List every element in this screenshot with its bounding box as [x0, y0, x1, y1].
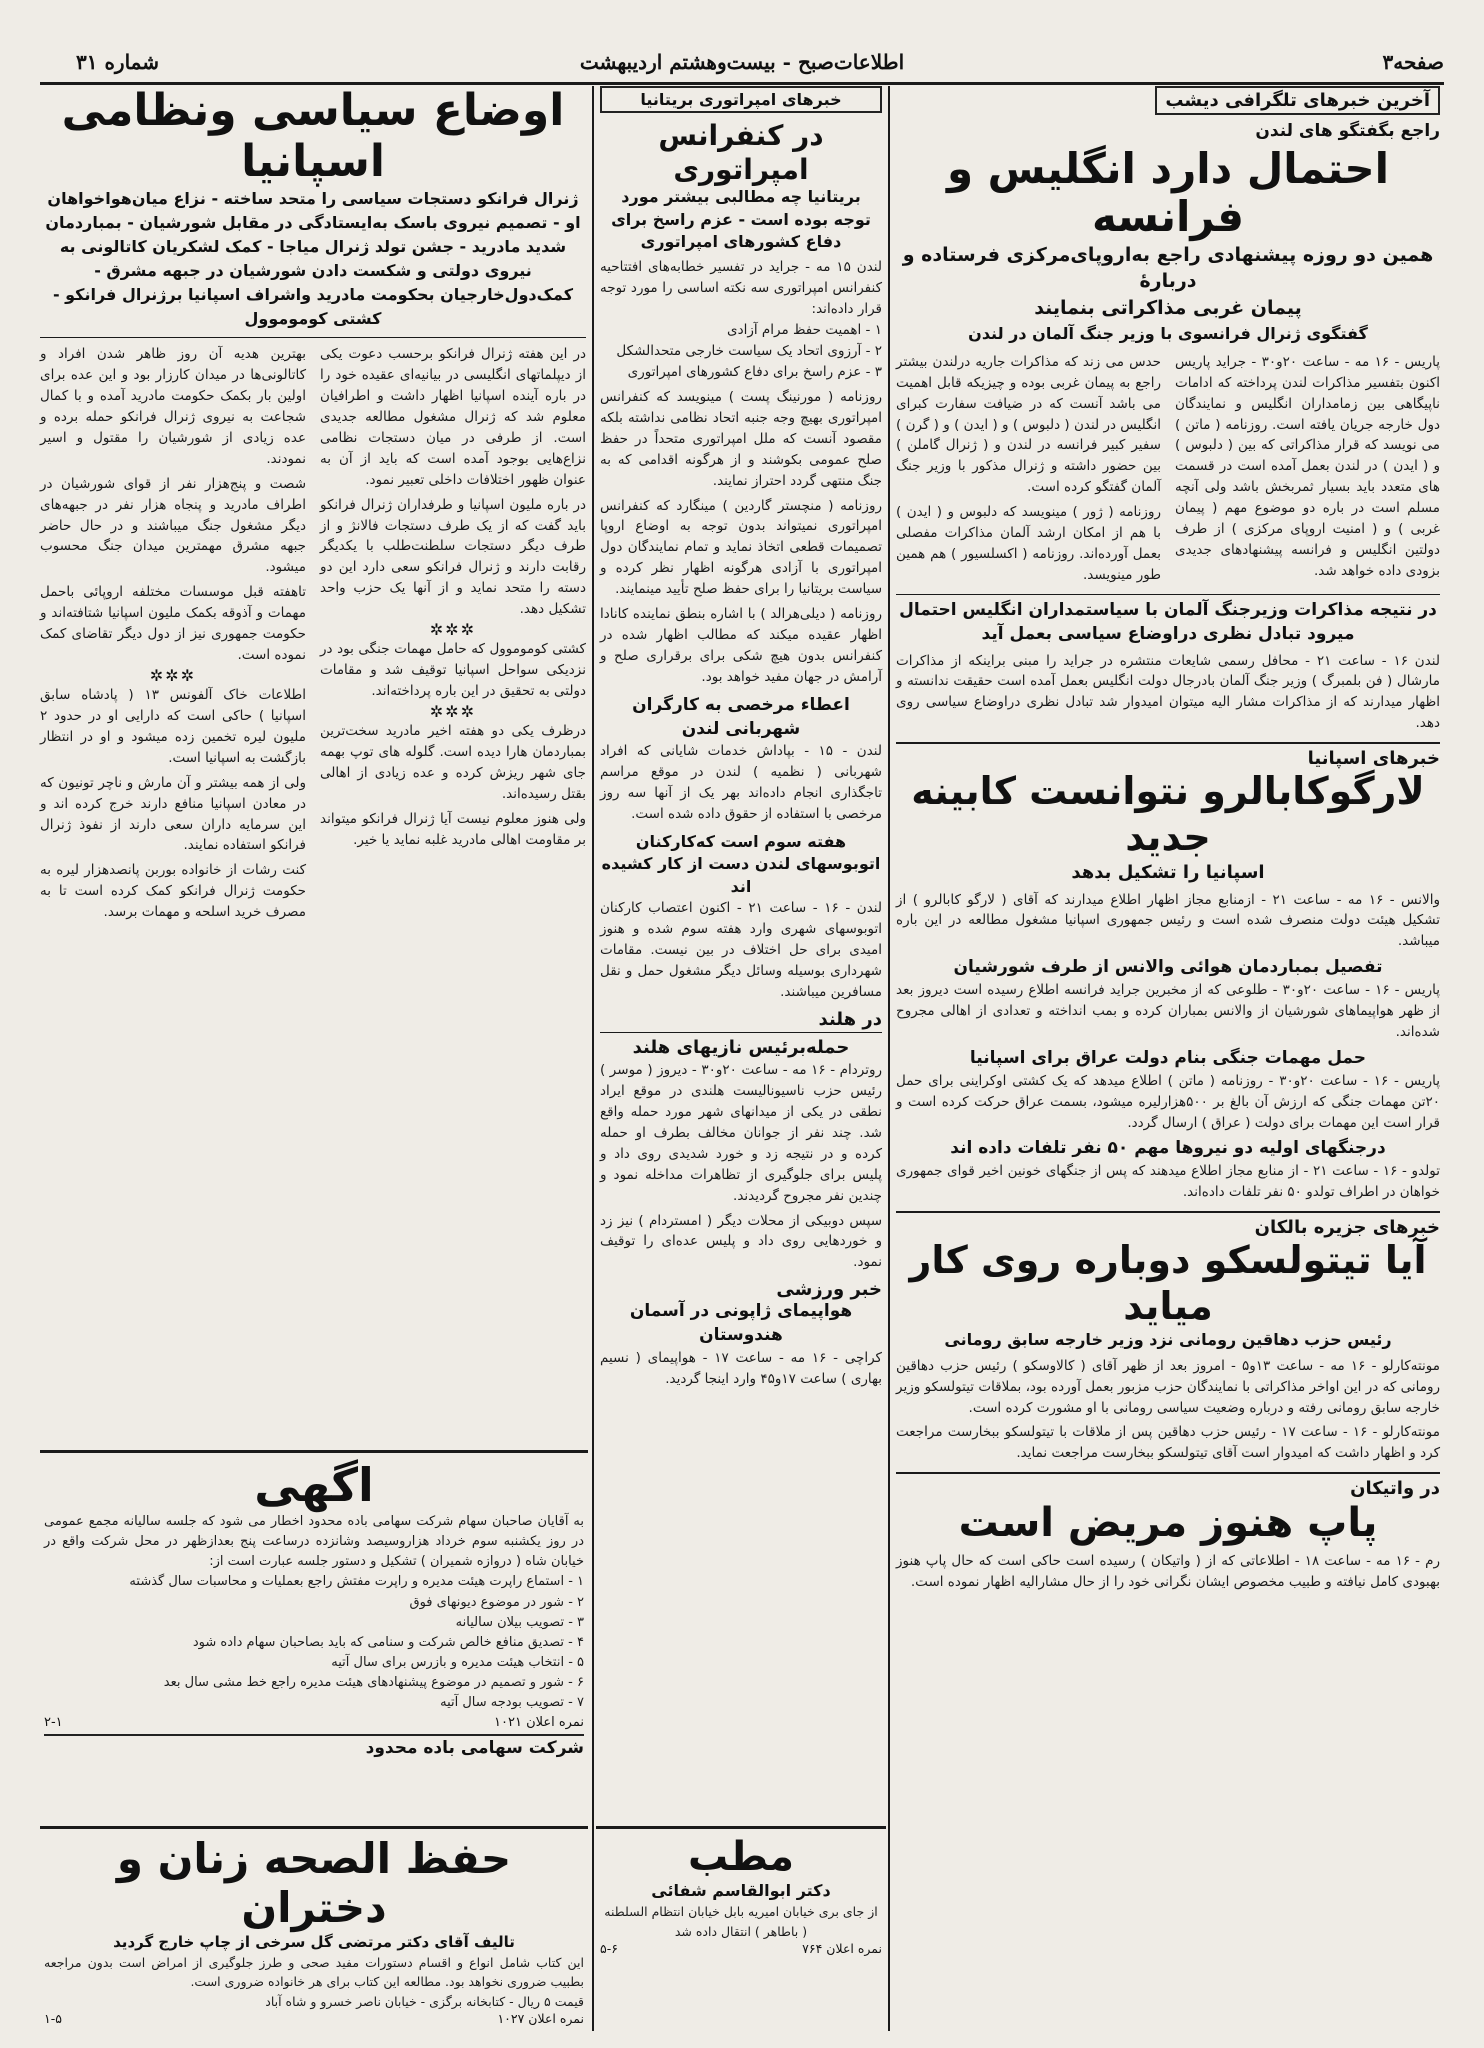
vatican-headline: پاپ هنوز مریض است: [958, 1500, 1378, 1547]
paragraph: روتردام - ۱۶ مه - ساعت ۲۰و۳۰ - دیروز ( موسر ) رئیس حزب ناسیونالیست هلندی در موقع ایراد نطقی در یکی از میدانهای شهر مورد حمله واقع شد. چند نفر از جوانان مخالف بطرف او حمله کرده و در نتیجه زد و خورد شدیدی روی داد و پلیس برای جلوگیری از تظاهرات مداخله نمود و چندین نفر مجروح گردیدند.: [600, 1062, 882, 1204]
star-divider: ✲✲✲: [149, 666, 197, 686]
spain-situation-deck: ژنرال فرانکو دستجات سیاسی را متحد ساخته - نزاع میان‌هواخواهان او - تصمیم نیروی باسک به‌ایستادگی در مقابل شورشیان - بمباردمان شدید مادرید - جشن تولد ژنرال میاجا - کمک لشکریان کاتالونی به نیروی دولتی و شکست دادن شورشیان در جبهه مشرق - کمک‌دول‌خارجیان بحکومت مادرید واشراف اسپانیا برژنرال فرانکو - کشتی کوموموول: [45, 189, 581, 329]
paragraph: مونته‌کارلو - ۱۶ - ساعت ۱۷ - رئیس حزب دهاقین پس از ملاقات با تیتولسکو ببخارست مراجعت کرد و اظهار داشت که امیدوار است آقای تیتولسکو ببخارست مراجعت نماید.: [896, 1424, 1440, 1462]
spain-headline: لارگوکابالرو نتوانست کابینه جدید: [911, 769, 1425, 859]
paragraph: پاریس - ۱۶ مه - ساعت ۲۰و۳۰ - جراید پاریس اکنون بتفسیر مذاکرات لندن پرداخته که ادامات ناپیگاهی بین زمامداران انگلیس و نمایندگان دول خارجه جریان یافته است. روزنامه ( ماتن ) می نویسد که قرار مذاکراتی که بین ( دلبوس ) و ( ایدن ) در لندن بعمل آمده است در قسمت های متعدد باید بسیار ثمربخش باشد ولی آنچه مسلم است در باره دو موضوع مهم ( پیمان غربی ) و ( امنیت اروپای مرکزی ) از طرف دولتین انگلیس و فرانسه پیشنهادهای جدیدی بزودی داده خواهد شد.: [1175, 353, 1441, 579]
separator: [600, 1032, 882, 1033]
paragraph: پاریس - ۱۶ - ساعت ۲۰و۳۰ - روزنامه ( ماتن ) اطلاع میدهد که یک کشتی اوکراینی برای حمل ۲۰تن مهمات جنگی که ارزش آن بالغ بر ۵۰۰هزارلیره میشود، بسمت عراق حرکت کرده است و قرار است این مهمات برای دولت ( عراق ) ارسال گردد.: [896, 1072, 1441, 1131]
clinic-refs: [600, 1941, 882, 1956]
subhead-japanese-plane: هواپیمای ژاپونی در آسمان هندوستان: [629, 1301, 853, 1346]
separator: [896, 742, 1440, 744]
paragraph: تولدو - ۱۶ - ساعت ۲۱ - از منابع مجاز اطلاع میدهند که پس از جنگهای خونین اخیر قوای جمهوری خواهان در اطراف تولدو ۵۰ نفر تلفات داده‌اند.: [896, 1163, 1440, 1201]
subhead-toledo: درجنگهای اولیه دو نیروها مهم ۵۰ نفر تلفات داده اند: [950, 1138, 1386, 1159]
star-divider: ✲✲✲: [429, 701, 477, 721]
holland-section-label: در هلند: [818, 1008, 882, 1030]
left-column: [40, 86, 586, 923]
empire-label-box: [600, 86, 882, 113]
column-divider-right: [888, 86, 890, 2031]
star-divider: ✲✲✲: [429, 620, 477, 640]
shareholder-notice: [44, 1458, 584, 1758]
subhead-police-leave: اعطاء مرخصی به کارگران شهربانی لندن: [632, 694, 850, 739]
book-author: تالیف آقای دکتر مرتضی گل سرخی از چاپ خارج گردید: [113, 1933, 515, 1951]
notice-title: اگهی: [254, 1458, 374, 1512]
paragraph: حدس می زند که مذاکرات جاریه درلندن بیشتر راجع به پیمان غربی بوده و چیزیکه قابل اهمیت می باشد آنست که در ضیافت سفارت کبرای انگلیس در لندن ( دلبوس ) و ( ایدن ) و ( گرن ) سفیر کبیر فرانسه در لندن و ( ژنرال گاملن ) بین حضور داشته و ژنرال مذکور با وزیر جنگ آلمان گفتگو کرده است.: [896, 353, 1161, 496]
book-refs: [44, 2011, 584, 2026]
vatican-section-label: در واتیکان: [1350, 1478, 1440, 1500]
notice-refs: [44, 1715, 584, 1730]
notice-item: ۳ - تصویب بیلان سالیانه: [455, 1614, 584, 1630]
notice-ref-2: ۲-۱: [44, 1715, 63, 1731]
subhead-general-talk: گفتگوی ژنرال فرانسوی با وزیر جنگ آلمان در لندن: [968, 324, 1368, 344]
paragraph: رم - ۱۶ مه - ساعت ۱۸ - اطلاعاتی که از ( واتیکان ) رسیده است حاکی است که حال پاپ هنوز بهبودی کامل نیافته و طبیب مخصوص ایشان نگرانی خود را از حال مشارالیه اظهار نموده است.: [896, 1553, 1440, 1591]
notice-ref: نمره اعلان ۱۰۲۱: [494, 1715, 584, 1731]
london-kicker: راجع بگفتگو های لندن: [1255, 121, 1440, 141]
separator: [896, 1211, 1440, 1213]
paragraph: والانس - ۱۶ مه - ساعت ۲۱ - ازمنابع مجاز اظهار اطلاع میدارند که آقای ( لارگو کابالرو ) از تشکیل هیئت دولت منصرف شده است و رئیس جمهوری اسپانیا مشغول مطالعه در این باره میباشد.: [896, 891, 1440, 950]
balkan-headline: آیا تیتولسکو دوباره روی کار میاید: [909, 1238, 1427, 1328]
clinic-address: از جای بری خیابان امیریه بابل خیابان انتظام السلطنه ( باطاهر ) انتقال داده شد: [604, 1904, 878, 1939]
separator: [40, 1450, 588, 1453]
paragraph: کشتی کوموموول که حامل مهمات جنگی بود در نزدیکی سواحل اسپانیا توقیف شد و مقامات دولتی به تحقیق در این باره پرداخته‌اند.: [320, 641, 586, 700]
spain-section-label: خبرهای اسپانیا: [1307, 748, 1440, 770]
paragraph: سپس دوبیکی از محلات دیگر ( امستردام ) نیز زد و خورد‌هایی روی داد و پلیس عده‌ای را توقیف نمود.: [600, 1212, 882, 1271]
book-price: قیمت ۵ ریال - کتابخانه برگزی - خیابان ناصر خسرو و شاه آباد: [265, 1993, 584, 2009]
paragraph: کراچی - ۱۶ مه - ساعت ۱۷ - هواپیمای ( نسیم بهاری ) ساعت ۱۷و۴۵ وارد اینجا گردید.: [600, 1349, 882, 1387]
clinic-ref-2: ۵-۶: [600, 1941, 618, 1957]
notice-item: ۷ - تصویب بودجه سال آتیه: [440, 1695, 584, 1711]
paragraph: لندن - ۱۶ - ساعت ۲۱ - اکنون اعتصاب کارکنان اتوبوسهای شهری وارد هفته سوم شده و هنوز امیدی برای حل اختلاف در بین نیست. مقامات شهرداری بوسیله وسائل دیگر مشغول حمل و نقل مسافرین میباشند.: [600, 900, 882, 1000]
paragraph: شصت و پنج‌هزار نفر از قوای شورشیان در اطراف مادرید و پنجاه هزار نفر در جبهه‌های دیگر مشغول جنگ میباشند و در حال حاضر جبهه مشرق مهمترین میدان جنگ محسوب میشود.: [40, 475, 306, 576]
right-column: [896, 86, 1440, 1593]
book-advertisement: [44, 1834, 584, 2026]
paragraph: اطلاعات خاک آلفونس ۱۳ ( پادشاه سابق اسپانیا ) حاکی است که دارایی او در حدود ۲ ملیون لیره تخمین زده میشود و او در انتظار بازگشت به اسپانیا است.: [40, 687, 306, 766]
middle-column: [600, 86, 882, 1390]
subhead-nazi-attack: حمله‌برئیس نازیهای هلند: [632, 1036, 850, 1058]
subhead-bus-strike: هفته سوم است که‌کارکنان اتوبوسهای لندن دست از کار کشیده اند: [601, 832, 881, 896]
book-title: حفظ الصحه زنان و دختران: [116, 1834, 512, 1932]
balkan-section-label: خبرهای جزیره بالکان: [1254, 1217, 1440, 1239]
notice-item: ۱ - استماع راپرت هیئت مدیره و راپرت مفتش راجع بعملیات و محاسبات سال گذشته: [129, 1574, 584, 1590]
empire-label: خبرهای امپراتوری بریتانیا: [640, 90, 842, 109]
telegraph-label: آخرین خبرهای تلگرافی دیشب: [1165, 90, 1430, 111]
main-deck-2: پیمان غربی مذاکراتی بنمایند: [1034, 296, 1302, 319]
paragraph: تاهفته قبل موسسات مختلفه اروپائی باحمل مهمات و آذوقه بکمک ملیون اسپانیا شتافته‌اند و حکومت جمهوری نیز از دول دیگر تقاضای کمک نموده است.: [40, 584, 306, 664]
article-london-columns: [896, 352, 1440, 586]
clinic-title: مطب: [687, 1834, 795, 1880]
separator: [40, 1826, 588, 1829]
separator: [40, 337, 586, 338]
paragraph: ولی هنوز معلوم نیست آیا ژنرال فرانکو میتواند بر مقاومت اهالی مادرید غلبه نماید یا خیر.: [320, 810, 586, 848]
paragraph: لندن ۱۵ مه - جراید در تفسیر خطابه‌های افتتاحیه کنفرانس امپراتوری سه نکته اساسی را مورد توجه قرار داده‌اند:: [600, 259, 882, 318]
sports-section-label: خبر ورزشی: [776, 1279, 882, 1301]
masthead-title: اطلاعات‌صبح - بیست‌وهشتم اردیبهشت: [579, 50, 905, 74]
spain-deck: اسپانیا را تشکیل بدهد: [1071, 862, 1265, 884]
separator: [596, 1826, 886, 1829]
main-headline: احتمال دارد انگلیس و فرانسه: [946, 144, 1390, 242]
paragraph: پاریس - ۱۶ - ساعت ۲۰و۳۰ - طلوعی که از مخبرین جراید فرانسه اطلاع رسیده است دیروز بعد از ظهر هواپیماهای شورشیان از والانس بمباران کرده و بمب انداخته و تعدادی از اهالی مجروح شده‌اند.: [896, 982, 1440, 1040]
book-ref-2: ۱-۵: [44, 2011, 62, 2027]
paragraph: روزنامه ( مورنینگ پست ) مینویسد که کنفرانس امپراتوری بهیچ وجه جنبه اتحاد نظامی نداشته بلکه مقصود آنست که ملل امپراتوری متحداً در حفظ صلح عمومی بکوشند و از هرگونه اقدامی که به جنگ منتهی گردد احتراز نمایند.: [600, 388, 882, 489]
spain-article-columns: [40, 344, 586, 923]
subhead-german-minister: در نتیجه مذاکرات وزیرجنگ آلمان با سیاستمداران انگلیس احتمال میرود تبادل نظری دراوضاع سیاسی بعمل آید: [899, 599, 1437, 644]
clinic-doctor: دکتر ابوالقاسم شفائی: [651, 1881, 831, 1900]
paragraph: لندن - ۱۵ - بپاداش خدمات شایانی که افراد شهربانی ( نظمیه ) لندن در موقع مراسم تاجگذاری انجام داده‌اند بهر یک از آنها سه روز مرخصی با استفاده از حقوق داده شده است.: [600, 743, 882, 823]
notice-item: ۴ - تصدیق منافع خالص شرکت و سنامی که باید بصاحبان سهام داده شود: [192, 1634, 584, 1650]
subhead-valencia-bombing: تفصیل بمباردمان هوائی والانس از طرف شورشیان: [953, 957, 1383, 978]
separator: [896, 594, 1440, 595]
paragraph: روزنامه ( دیلی‌هرالد ) با اشاره بنطق نماینده کانادا اظهار عقیده میکند که مطالب اظهار شده در کنفرانس بدون هیچ شکی برای برقراری صلح و آرامش در جهان مفید خواهد بود.: [600, 606, 882, 685]
notice-intro: به آقایان صاحبان سهام شرکت سهامی باده محدود اخطار می شود که جلسه سالیانه مجمع عمومی در روز یکشنبه سوم خرداد هزاروسیصد وشانزده درساعت پنج بعدازظهر در محل شرکت واقع در خیابان شاه ( دروازه شمیران ) تشکیل و دستور جلسه عبارت است از:: [44, 1514, 584, 1570]
column-divider-middle: [592, 86, 594, 2031]
paragraph: ولی از همه بیشتر و آن مارش و ناچر تونیون که در معادن اسپانیا منافع دارند خرج کرده اند و این سرمایه داران سعی دارند از نفوذ ژنرال فرانکو استفاده نمایند.: [40, 774, 306, 854]
balkan-deck: رئیس حزب دهاقین رومانی نزد وزیر خارجه سابق رومانی: [944, 1330, 1392, 1350]
list-item: ۱ - اهمیت حفظ مرام آزادی: [727, 322, 882, 339]
paragraph: در این هفته ژنرال فرانکو برحسب دعوت یکی از دیپلماتهای انگلیسی در بیانیه‌ای عقیده خود را در باره آینده اسپانیا اظهار داشت و اطرافیان معلوم شد که ژنرال مشغول مطالعه جدیدی است. از طرفی در میان دستجات نظامی نزاع‌هایی بوجود آمده است که باید از آن به عنوان ظهور اختلافات داخلی تعبیر نمود.: [320, 346, 586, 488]
paragraph: مونته‌کارلو - ۱۶ مه - ساعت ۱۳و۵ - امروز بعد از ظهر آقای ( کالاوسکو ) رئیس حزب دهاقین رومانی که در این اواخر مذاکراتی با نمایندگان حزب مزبور بعمل آورده بود، بملاقات تیتولسکو وزیر خارجه سابق رومانی رفته و درباره وضعیت سیاسی رومانی با او مشورت کرده است.: [896, 1357, 1440, 1416]
paragraph: کنت رشات از خانواده بوربن پانصدهزار لیره به حکومت ژنرال فرانکو کمک کرده است تا به مصرف خرید اسلحه و مهمات برسد.: [40, 862, 306, 921]
paragraph: درظرف یکی دو هفته اخیر مادرید سخت‌ترین بمباردمان هارا دیده است. گلوله های توپ بهمه جای شهر ریزش کرده و عده زیادی از اهالی بقتل رسیده‌اند.: [320, 722, 586, 802]
notice-company-row: [44, 1734, 584, 1758]
paragraph: روزنامه ( ژور ) مینویسد که دلبوس و ( ایدن ) با هم از امکان ارشد آلمان مذاکرات مفصلی بعمل آورده‌اند. روزنامه ( اکسلسیور ) هم همین طور مینویسد.: [896, 504, 1161, 583]
notice-item: ۶ - شور و تصمیم در موضوع پیشنهادهای هیئت مدیره راجع خط مشی سال بعد: [163, 1675, 584, 1691]
book-ref: نمره اعلان ۱۰۲۷: [497, 2011, 584, 2027]
paragraph: روزنامه ( منچستر گاردین ) مینگارد که کنفرانس امپراتوری نمیتواند بدون توجه به اوضاع اروپا تصمیمات قطعی اتخاذ نماید و تمام نمایندگان دول امپراتوری با آزادی هرگونه اظهار نظر کرده و سیاست بریتانیا را برای حفظ صلح تأیید مینمایند.: [600, 497, 882, 598]
notice-item: ۲ - شور در موضوع دیونهای فوق: [409, 1594, 584, 1610]
page-number: صفحه۳: [1382, 50, 1444, 74]
clinic-advertisement: [600, 1834, 882, 1956]
conference-headline: در کنفرانس امپراتوری: [658, 119, 824, 186]
telegraph-label-box: [1155, 86, 1440, 115]
list-item: ۲ - آرزوی اتحاد یک سیاست خارجی متحدالشکل: [616, 343, 882, 360]
paragraph: لندن ۱۶ - ساعت ۲۱ - محافل رسمی شایعات منتشره در جراید را مبنی براینکه از مذاکرات مارشال ( فن بلمبرگ ) وزیر جنگ آلمان بادرجال دولت انگلیس بعمل آمده است حقیقت ندانسته و اظهار میدارند که از مذاکرات مشار الیه میتوان امیدوار شد تبادل نظری دراوضاع سیاسی روی دهد.: [896, 652, 1440, 732]
paragraph: در باره ملیون اسپانیا و طرفداران ژنرال فرانکو باید گفت که از یک طرف دستجات فالانژ و از طرف دیگر دستجات سلطنت‌طلب با یکدیگر رقابت دارند و ژنرال فرانکو سعی دارد این دو دسته را متحد نماید و از آنها یک حزب واحد تشکیل دهد.: [320, 496, 586, 618]
book-description: این کتاب شامل انواع و اقسام دستورات مفید صحی و طرز جلوگیری از امراض است بدون مراجعه بطبیب ضروری نخواهد بود. مطالعه این کتاب برای هر خانواده ضروری است.: [44, 1955, 584, 1990]
main-deck-1: همین دو روزه پیشنهادی راجع به‌اروپای‌مرکزی فرستاده و دربارهٔ: [902, 243, 1434, 293]
paragraph: بهترین هدیه آن روز ظاهر شدن افراد و کاتالونی‌ها در میدان کارزار بود و این عده برای اولین بار بکمک حکومت مادرید آمده و با کمال شجاعت به نیروی ژنرال فرانکو حمله برده و عده زیادی از شورشیان را مقتول و اسیر نمودند.: [40, 346, 306, 467]
issue-number: شماره ۳۱: [76, 50, 159, 74]
subhead-iraq-munitions: حمل مهمات جنگی بنام دولت عراق برای اسپانیا: [969, 1047, 1367, 1068]
clinic-ref: نمره اعلان ۷۶۴: [802, 1941, 882, 1957]
list-item: ۳ - عزم راسخ برای دفاع کشورهای امپراتوری: [627, 363, 882, 380]
conference-deck: بریتانیا چه مطالبی بیشتر مورد توجه بوده است - عزم راسخ برای دفاع کشورهای امپراتوری: [611, 187, 871, 251]
notice-company: شرکت سهامی باده محدود: [365, 1738, 584, 1759]
separator: [896, 1472, 1440, 1474]
notice-item: ۵ - انتخاب هیئت مدیره و بازرس برای سال آتیه: [331, 1654, 584, 1670]
spain-situation-headline: اوضاع سیاسی ونظامی اسپانیا: [61, 85, 565, 187]
